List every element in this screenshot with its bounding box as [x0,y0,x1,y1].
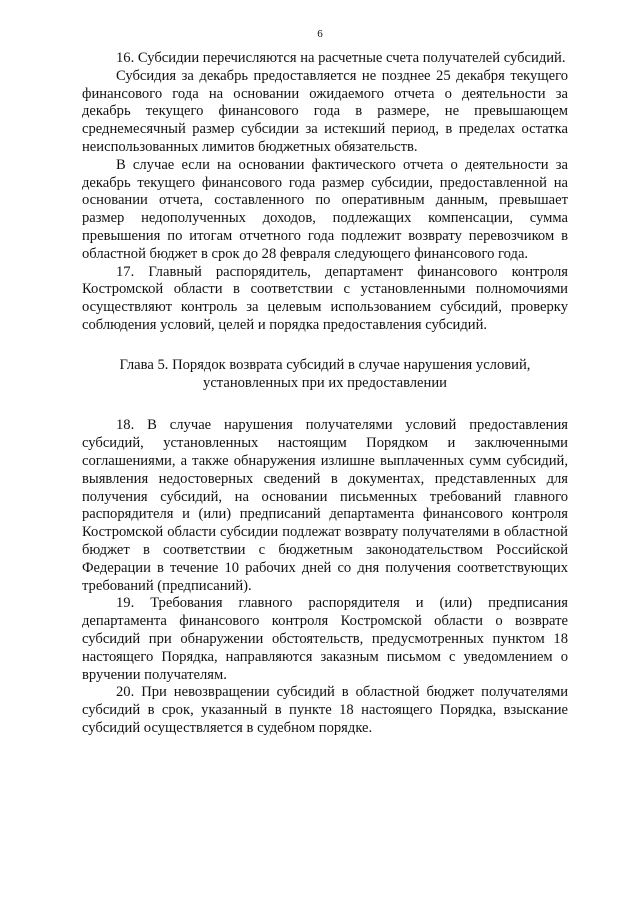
paragraph-18: 18. В случае нарушения получателями условий предоставления субсидий, установленных настоящим Порядком и заключенными соглашениями, а также обнаружения излишне выплаченных сумм субсидий, выявления недостоверных сведений в документах, представленных для получения субсидий, на основании письменных требований главного распорядителя и (или) предписаний департамента финансового контроля Костромской области субсидии подлежат возврату получателями в областной бюджет в соответствии с бюджетным законодательством Российской Федерации в течение 10 рабочих дней со дня получения соответствующих требований (предписаний). [82,417,568,594]
paragraph-20: 20. При невозвращении субсидий в областной бюджет получателями субсидий в срок, указанный в пункте 18 настоящего Порядка, взыскание субсидий осуществляется в судебном порядке. [82,684,568,736]
paragraph-17: 17. Главный распорядитель, департамент финансового контроля Костромской области в соответствии с установленными полномочиями осуществляют контроль за целевым использованием субсидий, проверку соблюдения условий, целей и порядка предоставления субсидий. [82,263,568,333]
document-body [82,50,568,738]
chapter-title-line-2: установленных при их предоставлении [203,374,447,391]
chapter-title [82,357,568,393]
paragraph-excess-return: В случае если на основании фактического отчета о деятельности за декабрь текущего финансового года размер субсидии, предоставленной на основании отчета, составленного по оперативным данным, превышает размер недополученных доходов, подлежащих компенсации, сумма превышения по итогам отчетного года подлежит возврату перевозчиком в областной бюджет в срок до 28 февраля следующего финансового года. [82,156,568,262]
paragraph-december-subsidy: Субсидия за декабрь предоставляется не позднее 25 декабря текущего финансового года на основании ожидаемого отчета о деятельности за декабрь текущего финансового года в размере, не превышающем среднемесячный размер субсидии за истекший период, в пределах остатка неиспользованных лимитов бюджетных обязательств. [82,67,568,155]
paragraph-16: 16. Субсидии перечисляются на расчетные счета получателей субсидий. [116,50,566,66]
chapter-title-line-1: Глава 5. Порядок возврата субсидий в случае нарушения условий, [119,356,531,373]
paragraph-19: 19. Требования главного распорядителя и (или) предписания департамента финансового контроля Костромской области о возврате субсидий при обнаружении обстоятельств, предусмотренных пунктом 18 настоящего Порядка, направляются заказным письмом с уведомлением о вручении получателям. [82,595,568,683]
page-number: 6 [317,28,323,40]
